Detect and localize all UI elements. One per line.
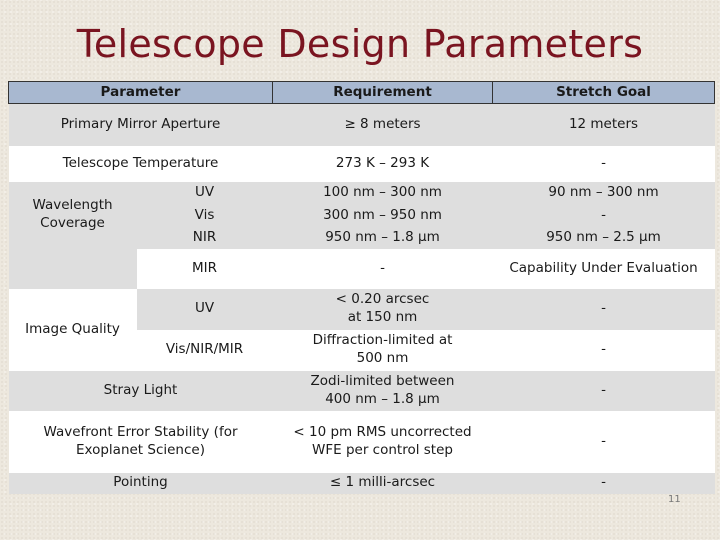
requirement-line: at 150 nm [347, 309, 418, 325]
parameter-line: Wavefront Error Stability (for [43, 423, 238, 440]
table-row [9, 289, 715, 330]
group-label-wavelength: Wavelength Coverage [32, 197, 113, 231]
cell-stretch: - [601, 341, 606, 358]
band-label: Vis/NIR/MIR [165, 341, 244, 358]
page-title: Telescope Design Parameters [76, 22, 644, 66]
cell-stretch: - [601, 474, 606, 491]
row-label-wavefront [9, 411, 273, 473]
group-label-spacer [9, 249, 137, 289]
table-row [9, 146, 715, 182]
table-row [9, 104, 715, 146]
row-label-aperture: Primary Mirror Aperture [60, 115, 221, 132]
requirement-line: Diffraction-limited at [312, 332, 453, 349]
cell-stretch: 950 nm – 2.5 µm [546, 228, 661, 245]
requirement-line: < 0.20 arcsec [335, 291, 430, 308]
table-row [9, 371, 715, 411]
page-number: 11 [668, 494, 681, 505]
requirement-line: 500 nm [356, 350, 409, 366]
cell-requirement: 100 nm – 300 nm [323, 184, 442, 201]
cell-stretch: - [601, 206, 606, 223]
cell-requirement [273, 289, 493, 330]
cell-stretch: - [601, 381, 606, 398]
band-label: UV [137, 289, 273, 330]
row-label-temperature: Telescope Temperature [62, 154, 219, 171]
cell-requirement [273, 411, 493, 473]
header-requirement: Requirement [273, 82, 493, 104]
table-header-row [9, 82, 715, 104]
row-label-stray-light: Stray Light [103, 381, 178, 398]
cell-stretch: 12 meters [568, 115, 639, 132]
cell-stretch: 90 nm – 300 nm [548, 184, 659, 201]
group-label-image-quality: Image Quality [9, 289, 137, 371]
requirement-line: WFE per control step [312, 441, 453, 458]
requirement-line: Zodi-limited between [310, 372, 455, 389]
cell-requirement [273, 371, 493, 411]
cell-requirement: 273 K – 293 K [335, 154, 430, 171]
table-row [9, 473, 715, 494]
table-row [9, 411, 715, 473]
cell-stretch: - [493, 289, 715, 330]
header-stretch-goal: Stretch Goal [493, 82, 715, 104]
table-row [9, 249, 715, 289]
band-label: MIR [137, 249, 273, 289]
design-parameters-table [8, 81, 715, 494]
row-label-pointing: Pointing [113, 474, 168, 491]
cell-stretch: - [601, 432, 606, 449]
band-label: Vis [194, 206, 215, 223]
parameter-line: Exoplanet Science) [75, 441, 205, 458]
cell-requirement: - [273, 249, 493, 289]
requirement-line: < 10 pm RMS uncorrected [293, 423, 472, 440]
cell-requirement: 300 nm – 950 nm [323, 206, 442, 223]
cell-requirement: ≥ 8 meters [344, 115, 421, 132]
table-row [9, 182, 715, 205]
cell-stretch: Capability Under Evaluation [493, 249, 715, 289]
band-label: NIR [192, 228, 217, 245]
cell-stretch: - [601, 154, 606, 171]
header-parameter: Parameter [9, 82, 273, 104]
cell-requirement [273, 330, 493, 371]
cell-requirement: 950 nm – 1.8 µm [325, 228, 440, 245]
requirement-line: 400 nm – 1.8 µm [325, 390, 440, 407]
band-label: UV [194, 184, 215, 201]
cell-requirement: ≤ 1 milli-arcsec [329, 474, 436, 491]
